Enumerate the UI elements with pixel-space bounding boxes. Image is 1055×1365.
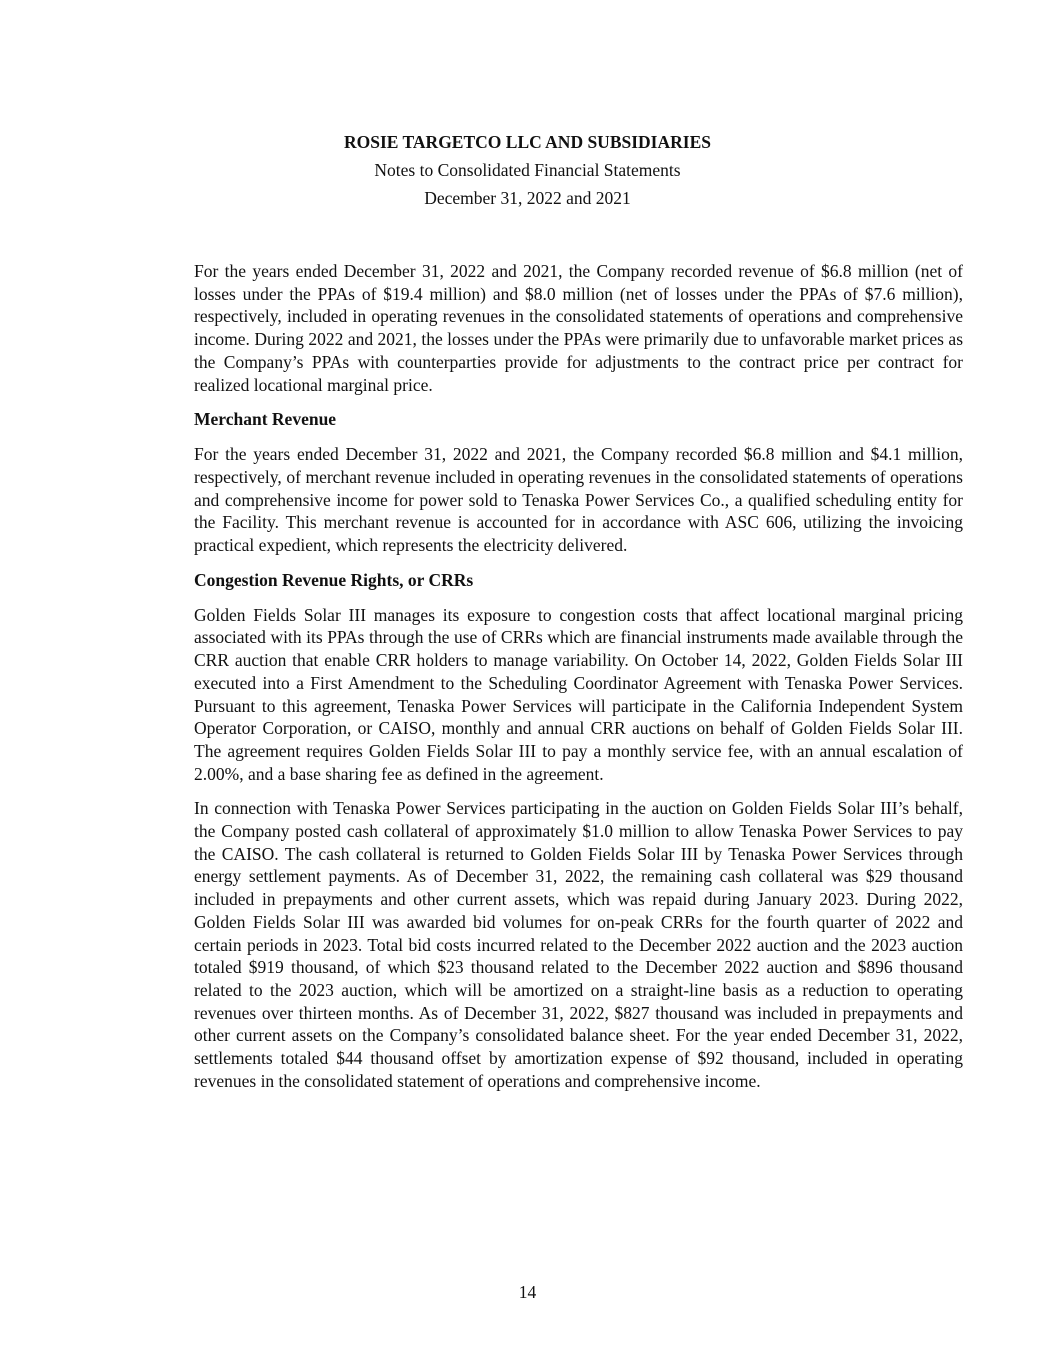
document-subtitle: Notes to Consolidated Financial Statements <box>374 160 681 180</box>
section-heading-crrs: Congestion Revenue Rights, or CRRs <box>194 569 474 590</box>
document-header <box>0 131 1055 209</box>
paragraph-crr-collateral: In connection with Tenaska Power Services participating in the auction on Golden Fields Solar III’s behalf, the Company posted cash collateral of approximately $1.0 million to allow Tenaska Power Services to pay the CAISO. The cash collateral is returned to Golden Fields Solar III by Tenaska Power Services through energy settlement payments. As of December 31, 2022, the remaining cash collateral was $29 thousand included in prepayments and other current assets, which was repaid during January 2023. During 2022, Golden Fields Solar III was awarded bid volumes for on-peak CRRs for the fourth quarter of 2022 and certain periods in 2023. Total bid costs incurred related to the December 2022 auction and the 2023 auction totaled $919 thousand, of which $23 thousand related to the December 2022 auction and $896 thousand related to the 2023 auction, which will be amortized on a straight-line basis as a reduction to operating revenues over thirteen months. As of December 31, 2022, $827 thousand was included in prepayments and other current assets on the Company’s consolidated balance sheet. For the year ended December 31, 2022, settlements totaled $44 thousand offset by amortization expense of $92 thousand, included in operating revenues in the consolidated statement of operations and comprehensive income. <box>194 798 963 1091</box>
company-name: ROSIE TARGETCO LLC AND SUBSIDIARIES <box>344 132 711 152</box>
paragraph-ppa-revenue: For the years ended December 31, 2022 and 2021, the Company recorded revenue of $6.8 million (net of losses under the PPAs of $19.4 million) and $8.0 million (net of losses under the PPAs of $7.6 million), respectively, included in operating revenues in the consolidated statements of operations and comprehensive income. During 2022 and 2021, the losses under the PPAs were primarily due to unfavorable market prices as the Company’s PPAs with counterparties provide for adjustments to the contract price per contract for realized locational marginal price. <box>194 261 963 395</box>
page-number: 14 <box>518 1282 537 1302</box>
document-date: December 31, 2022 and 2021 <box>424 188 631 208</box>
paragraph-crr-agreement: Golden Fields Solar III manages its exposure to congestion costs that affect locational marginal pricing associated with its PPAs through the use of CRRs which are financial instruments made available through the CRR auction that enable CRR holders to manage variability. On October 14, 2022, Golden Fields Solar III executed into a First Amendment to the Scheduling Coordinator Agreement with Tenaska Power Services. Pursuant to this agreement, Tenaska Power Services will participate in the California Independent System Operator Corporation, or CAISO, monthly and annual CRR auctions on behalf of Golden Fields Solar III. The agreement requires Golden Fields Solar III to pay a monthly service fee, with an annual escalation of 2.00%, and a base sharing fee as defined in the agreement. <box>194 604 963 784</box>
section-heading-merchant-revenue: Merchant Revenue <box>194 409 337 430</box>
document-body <box>194 260 963 1105</box>
paragraph-merchant-revenue: For the years ended December 31, 2022 and 2021, the Company recorded $6.8 million and $4.1 million, respectively, of merchant revenue included in operating revenues in the consolidated statements of operations and comprehensive income for power sold to Tenaska Power Services Co., a qualified scheduling entity for the Facility. This merchant revenue is accounted for in accordance with ASC 606, utilizing the invoicing practical expedient, which represents the electricity delivered. <box>194 444 963 556</box>
